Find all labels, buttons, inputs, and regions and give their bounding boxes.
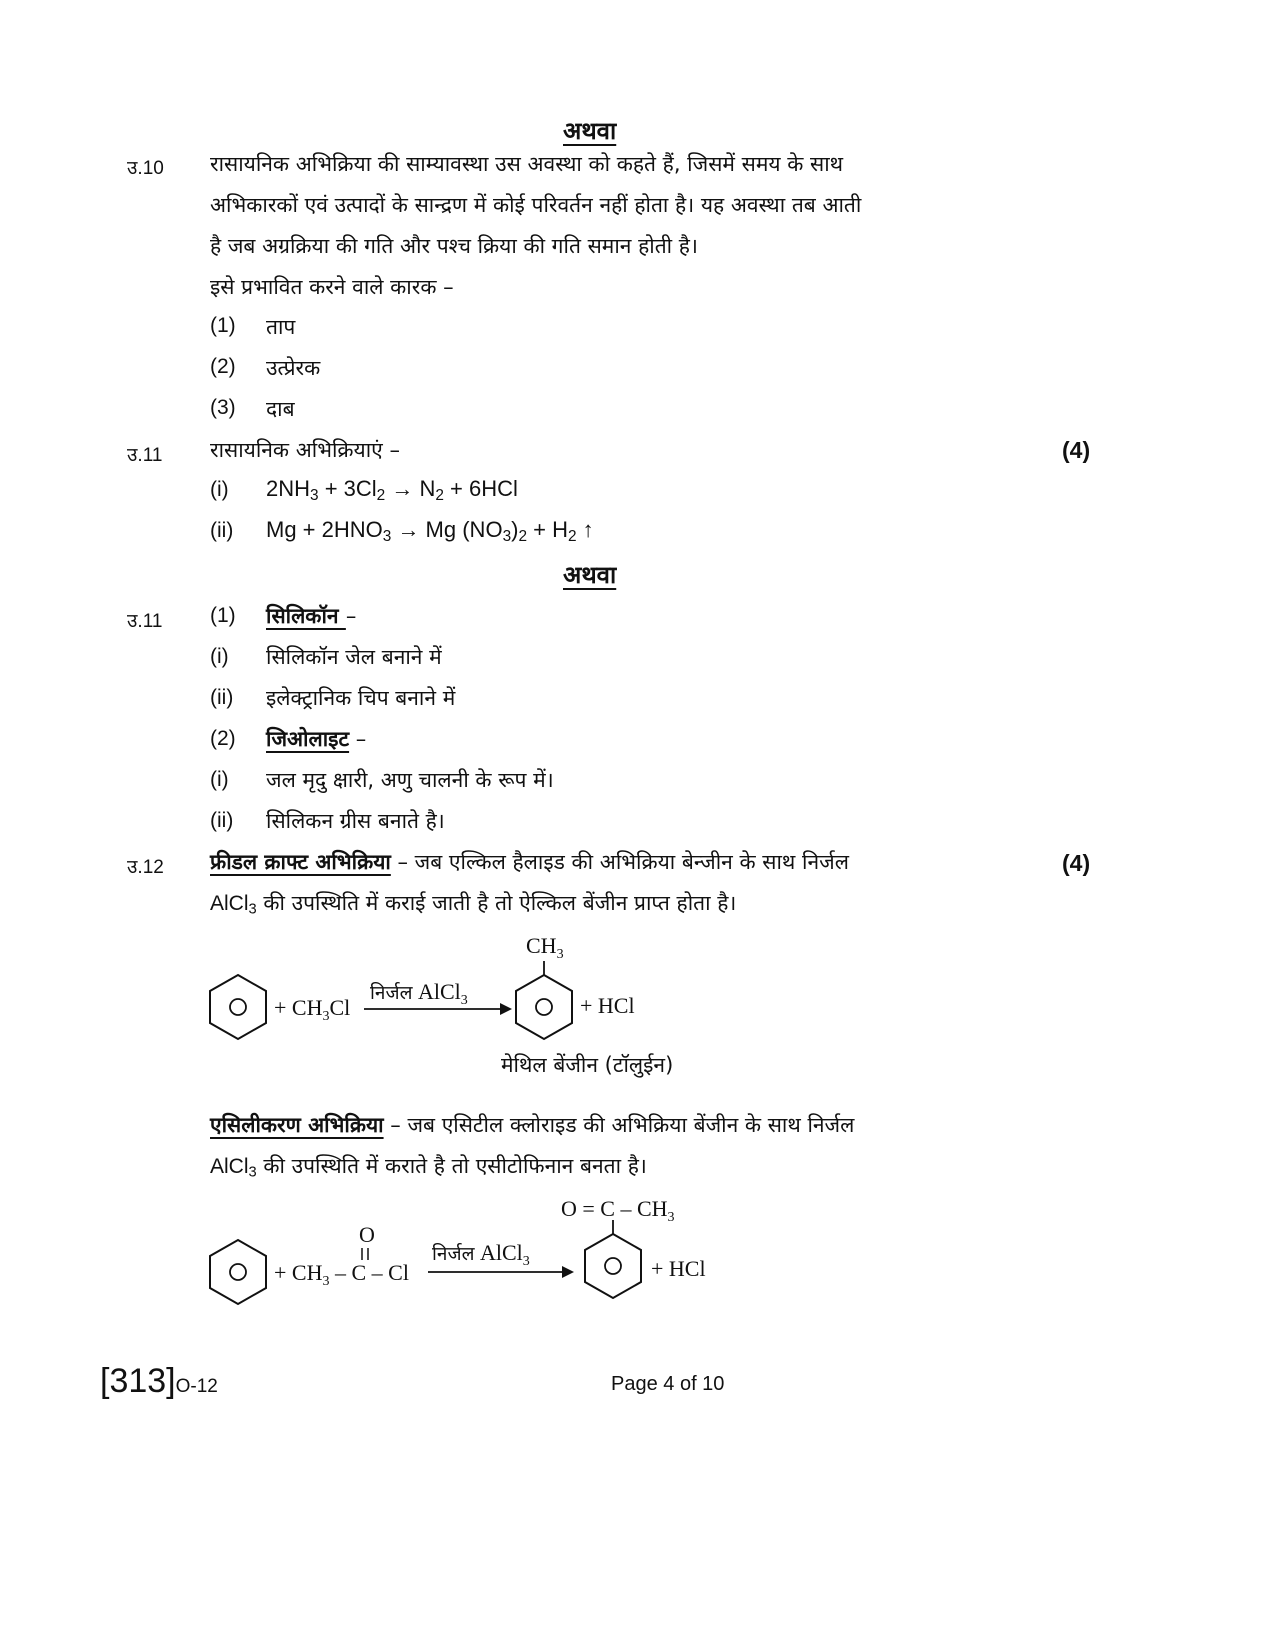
chemical-equation: $2NH_3 + 3Cl_2 \to N_2 + 6HCl$ [266,476,518,504]
list-number: (3) [210,396,236,419]
answer-title: रासायनिक अभिक्रियाएं – [210,438,400,462]
list-item: सिलिकॉन जेल बनाने में [266,645,442,669]
marks-label: (4) [1062,850,1091,876]
benzene-ring-icon [210,975,266,1039]
list-number: (2) [210,727,236,750]
reaction-title: एसिलीकरण अभिक्रिया [210,1113,384,1137]
condition-text: निर्जल AlCl$_3$ [432,1240,530,1269]
section-heading-athva: अथवा [563,117,617,145]
answer-line [210,848,849,876]
list-item: इलेक्ट्रानिक चिप बनाने में [266,686,456,710]
section-heading-athva: अथवा [563,561,617,589]
product-group: $CH_3$ [526,933,564,962]
answer-line [210,1152,647,1181]
reagent-text: + $CH_3Cl$ [274,995,351,1024]
arrowhead-icon [500,1003,512,1015]
list-number: (i) [210,645,229,668]
reagent-text: + $CH_3$ – C – Cl [274,1260,409,1289]
dash: – [345,604,357,628]
question-number: उ.12 [127,857,164,878]
byproduct-text: + HCl [580,993,635,1018]
subheading-title: सिलिकॉन [266,604,346,628]
product-group: $O = C - CH_3$ [561,1196,675,1225]
answer-line: अभिकारकों एवं उत्पादों के सान्द्रण में कोई परिवर्तन नहीं होता है। यह अवस्था तब आती [210,193,862,217]
answer-line [210,1111,854,1139]
answer-line: रासायनिक अभिक्रिया की साम्यावस्था उस अवस्था को कहते हैं, जिसमें समय के साथ [210,152,844,176]
paper-code-main: [313] [100,1362,176,1400]
answer-text: – जब एसिटील क्लोराइड की अभिक्रिया बेंजीन के साथ निर्जल [390,1113,855,1137]
product-name: मेथिल बेंजीन (टॉलुईन) [501,1053,674,1077]
subheading-title: जिओलाइट [266,727,350,751]
byproduct-text: + HCl [651,1256,706,1281]
question-number: उ.11 [127,611,163,632]
carbonyl-oxygen: O [359,1222,375,1247]
reaction-title: फ्रीडल क्राफ्ट अभिक्रिया [210,850,391,874]
paper-code [100,1362,218,1401]
answer-text: की उपस्थिति में कराते है तो एसीटोफिनान बनता है। [263,1154,647,1178]
answer-line: इसे प्रभावित करने वाले कारक – [210,275,454,299]
list-number: (ii) [210,809,234,832]
chemical-equation: $Mg + 2HNO_3 \to Mg$ $(NO_3)_2 + H_2$ ↑ [266,517,594,545]
answer-line: है जब अग्रक्रिया की गति और पश्च क्रिया की गति समान होती है। [210,234,698,258]
list-number: (ii) [210,686,234,709]
subheading [266,725,366,753]
list-number: (2) [210,355,236,378]
list-item: जल मृदु क्षारी, अणु चालनी के रूप में। [266,768,554,792]
list-number: (ii) [210,519,234,542]
list-number: (1) [210,604,236,627]
chemical-formula: AlCl$_3$ [210,1155,257,1181]
answer-line [210,889,736,918]
condition-text: निर्जल AlCl$_3$ [370,979,468,1008]
acylation-reaction-diagram [200,1190,760,1315]
page-number: Page 4 of 10 [611,1373,725,1395]
question-number: उ.11 [127,445,163,466]
paper-code-suffix: O-12 [175,1376,218,1397]
arrowhead-icon [562,1266,574,1278]
answer-text: – जब एल्किल हैलाइड की अभिक्रिया बेन्जीन के साथ निर्जल [390,850,849,874]
benzene-ring-icon [210,1240,266,1304]
answer-text: की उपस्थिति में कराई जाती है तो ऐल्किल बेंजीन प्राप्त होता है। [263,891,737,915]
list-item: ताप [266,315,296,339]
benzene-ring-icon [585,1234,641,1298]
question-number: उ.10 [127,158,164,179]
list-item: उत्प्रेरक [266,356,321,380]
benzene-ring-icon [516,975,572,1039]
dash: – [349,727,367,751]
list-item: सिलिकन ग्रीस बनाते है। [266,809,445,833]
list-number: (i) [210,478,229,501]
list-number: (1) [210,314,236,337]
subheading [266,602,356,630]
list-number: (i) [210,768,229,791]
chemical-formula: AlCl$_3$ [210,892,257,918]
marks-label: (4) [1062,437,1091,463]
list-item: दाब [266,397,295,421]
friedel-crafts-reaction-diagram [200,925,760,1085]
